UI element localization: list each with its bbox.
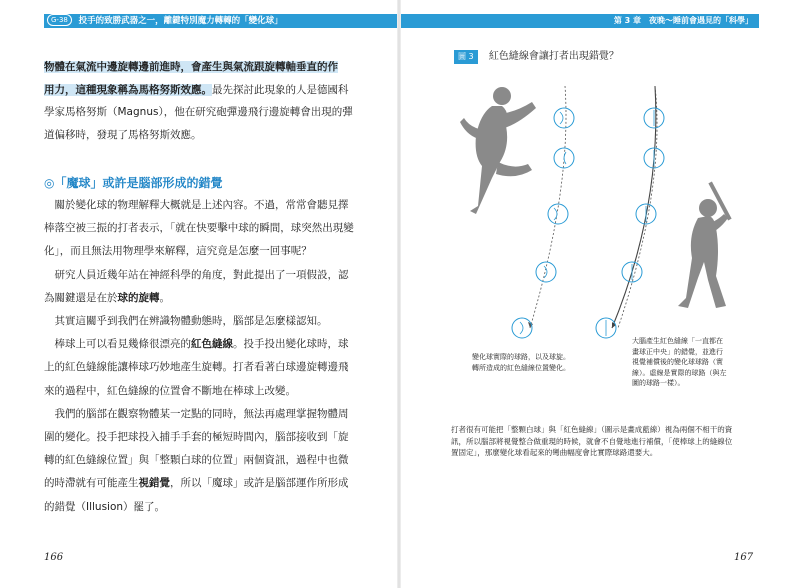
intro-line	[44, 79, 354, 102]
note-line: 置固定」，那麼變化球看起來的彎曲幅度會比實際球路還要大。	[451, 448, 658, 457]
caption-line: 變化球實際的球路，以及球旋。	[472, 353, 570, 361]
body-line: 我們的腦部在觀察物體某一定點的同時，無法再處理掌握物體周	[54, 407, 349, 420]
body-line: 圍的變化。投手把球投入捕手手套的極短時間內，腦部接收到「旋	[44, 431, 349, 444]
ball-position	[512, 318, 532, 338]
figure-title: 紅色縫線會讓打者出現錯覺？	[488, 51, 619, 62]
section-badge: G-38	[47, 14, 72, 26]
right-running-header	[401, 14, 759, 28]
body-text-run: 的時滯就有可能產生	[44, 477, 139, 490]
batter-silhouette	[678, 182, 732, 308]
perceived-ball-path	[596, 86, 664, 338]
book-gutter	[397, 0, 401, 588]
body-line: 棒落空被三振的打者表示，「就在快要擊中球的瞬間，球突然出現變	[44, 222, 354, 235]
highlight-text: 物體在氣流中邊旋轉邊前進時，會產生與氣流跟旋轉軸垂直的作	[44, 61, 338, 73]
figure-caption-left	[472, 352, 592, 373]
left-header-title: 投手的致勝武器之一，離鍵特別魔力轉轉的「變化球」	[78, 16, 283, 26]
caption-line: 圖的球路一樣）。	[632, 379, 685, 387]
bold-term: 球的旋轉	[117, 291, 160, 304]
body-line: 轉的紅色縫線位置」與「整顆白球的位置」兩個資訊，過程中也微	[44, 454, 349, 467]
figure-caption-right	[632, 336, 750, 389]
left-running-header	[44, 14, 397, 28]
intro-text-run: 最先探討此現象的人是德國科	[212, 83, 349, 96]
intro-line	[44, 56, 354, 79]
note-line: 訊，所以腦部將視覺整合做重現的時候，就會不自覺地進行補償，「使棒球上的縫線位	[451, 436, 733, 446]
caption-line: 線）。虛線是實際的球路（與左	[632, 368, 727, 377]
page-number-left: 166	[44, 552, 64, 563]
body-text-run: 為關鍵還是在於	[44, 291, 118, 304]
intro-text-run: 學家馬格努斯（Magnus），他在研究砲彈邊飛行邊旋轉會出現的彈	[44, 106, 353, 118]
pitcher-silhouette	[460, 87, 536, 214]
body-text	[44, 194, 356, 519]
caption-line: 轉所造成的紅色縫線位置變化。	[472, 363, 570, 372]
body-text-run: 。投手投出變化球時，球	[233, 338, 349, 351]
caption-line: 大腦產生紅色縫線「一直都在	[632, 337, 723, 345]
body-line	[44, 287, 356, 310]
note-line: 打者很有可能把「整顆白球」與「紅色縫線」（圖示是畫成藍線）視為兩個不相干的資	[451, 425, 733, 434]
body-line: 研究人員近幾年站在神經科學的角度，對此提出了一項假設，認	[54, 268, 349, 281]
ball-position	[554, 108, 574, 128]
body-text-run: 。	[159, 291, 170, 304]
caption-line: 視覺補償後的變化球球路（實	[632, 358, 723, 366]
highlight-text: 用力，這種現象稱為馬格努斯效應。	[44, 83, 212, 96]
section-heading: ◎「魔球」或許是腦部形成的錯覺	[44, 176, 223, 190]
actual-ball-path	[512, 86, 574, 338]
figure-note	[451, 424, 751, 459]
body-line: 上的紅色縫線能讓棒球巧妙地產生旋轉。打者看著白球邊旋轉邊飛	[44, 361, 349, 374]
bold-term: 紅色縫線	[191, 338, 233, 351]
intro-text-run: 道偏移時，發現了馬格努斯效應。	[44, 128, 202, 141]
body-text-run: 棒球上可以看見幾條很漂亮的	[54, 338, 191, 351]
pitch-illustration	[440, 66, 760, 356]
body-line: 關於變化球的物理解釋大概就是上述內容。不過，常常會聽見擇	[54, 199, 349, 211]
figure-heading	[454, 50, 619, 64]
ball-position	[536, 262, 556, 282]
body-line	[44, 333, 356, 356]
bold-term: 視錯覺	[138, 477, 170, 490]
page-number-right: 167	[734, 552, 754, 563]
intro-line	[44, 101, 354, 124]
body-text-run: ，所以「魔球」或許是腦部運作所形成	[170, 477, 349, 490]
right-header-title: 第 3 章 夜晚～睡前會遇見的「科學」	[613, 16, 753, 25]
body-line	[44, 472, 356, 495]
body-line: 其實這關乎到我們在辨識物體動態時，腦部是怎麼樣認知。	[54, 315, 328, 328]
intro-text	[44, 56, 354, 146]
body-line: 的錯覺（Illusion）罷了。	[44, 500, 166, 513]
caption-line: 畫球正中央」的錯覺，並進行	[632, 347, 723, 356]
figure-tag: 圖 3	[454, 50, 478, 64]
intro-line	[44, 124, 354, 147]
body-line: 來的過程中，紅色縫線的位置會不斷地在棒球上改變。	[44, 384, 296, 397]
body-line: 化」，而且無法用物理學來解釋，這究竟是怎麼一回事呢？	[44, 245, 312, 258]
